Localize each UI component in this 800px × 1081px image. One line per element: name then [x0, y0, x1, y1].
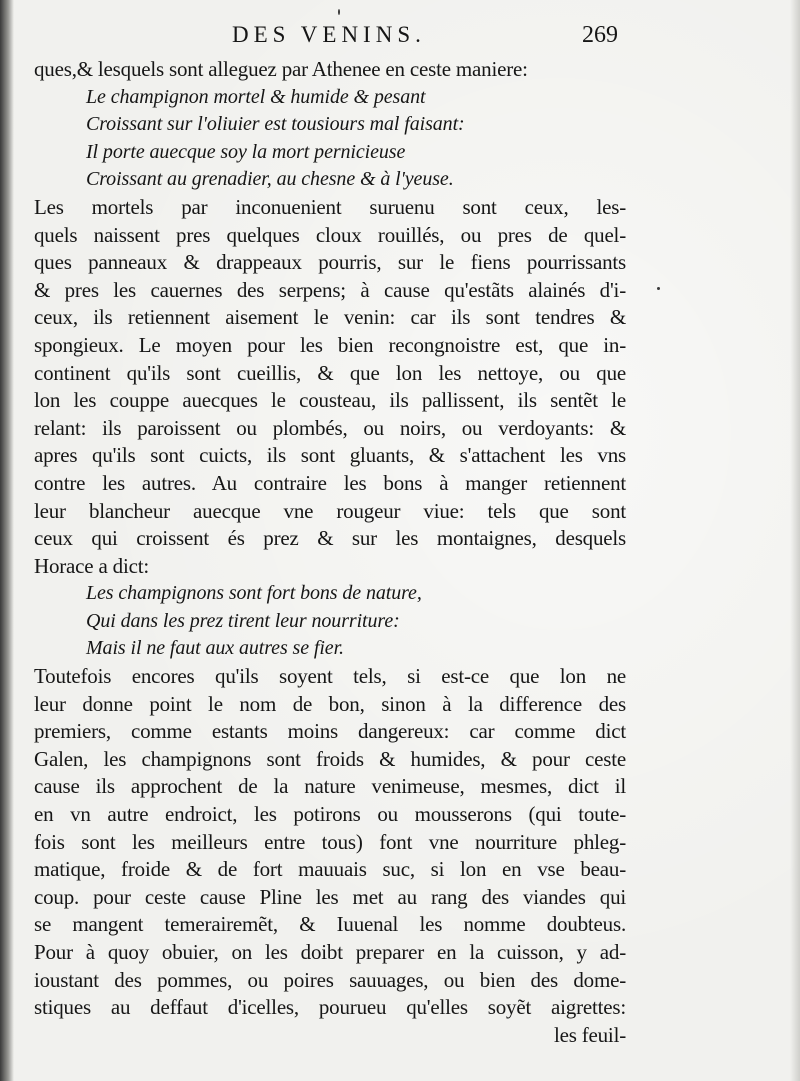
text-line: Galen, les champignons sont froids & humides, & pour ceste — [34, 746, 626, 771]
text-line: en vn autre endroict, les potirons ou mousserons (qui toute- — [34, 802, 626, 827]
text-line: se mangent temerairemẽt, & Iuuenal les nomme doubteus. — [34, 912, 626, 937]
text-line: premiers, comme estants moins dangereux: car comme dict — [34, 719, 626, 744]
text-line: & pres les cauernes des serpens; à cause qu'estãts alainés d'i- — [34, 277, 626, 302]
text-line: coup. pour ceste cause Pline les met au rang des viandes qui — [34, 884, 626, 909]
verse-line: Mais il ne faut aux autres se fier. — [86, 637, 344, 660]
text-line: ques,& lesquels sont alleguez par Athenee en ceste maniere: — [34, 57, 528, 81]
verse-line: Croissant sur l'oliuier est tousiours mal faisant: — [86, 113, 465, 136]
text-line: relant: ils paroissent ou plombés, ou noirs, ou verdoyants: & — [34, 415, 626, 440]
text-line: lon les couppe auecques le cousteau, ils pallissent, ils sentẽt le — [34, 388, 626, 413]
ink-speck — [338, 9, 340, 15]
ink-speck — [657, 287, 660, 290]
verse-line: Croissant au grenadier, au chesne & à l'yeuse. — [86, 168, 454, 191]
text-line: cause ils approchent de la nature venimeuse, mesmes, dict il — [34, 774, 626, 799]
binding-gutter-shadow — [0, 0, 14, 1081]
text-line: matique, froide & de fort mauuais suc, si lon en vse beau- — [34, 857, 626, 882]
text-line: Toutefois encores qu'ils soyent tels, si est-ce que lon ne — [34, 664, 626, 689]
running-head — [0, 22, 800, 56]
text-line: leur donne point le nom de bon, sinon à la difference des — [34, 691, 626, 716]
text-line: ques panneaux & drappeaux pourris, sur le fiens pourrissants — [34, 250, 626, 275]
catchword: les feuil- — [553, 1022, 626, 1047]
text-line: Les mortels par inconuenient suruenu sont ceux, les- — [34, 194, 626, 219]
text-line: continent qu'ils sont cueillis, & que lon les nettoye, ou que — [34, 360, 626, 385]
verse-line: Les champignons sont fort bons de nature, — [86, 582, 422, 605]
text-line: quels naissent pres quelques cloux rouillés, ou pres de quel- — [34, 222, 626, 247]
text-line: apres qu'ils sont cuicts, ils sont gluants, & s'attachent les vns — [34, 443, 626, 468]
text-line: ceux qui croissent és prez & sur les montaignes, desquels — [34, 526, 626, 551]
running-head-title: DES VENINS. — [232, 22, 426, 47]
text-line: fois sont les meilleurs entre tous) font vne nourriture phleg- — [34, 829, 626, 854]
text-line: Horace a dict: — [34, 553, 149, 578]
text-line: Pour à quoy obuier, on les doibt preparer en la cuisson, y ad- — [34, 940, 626, 964]
page-number: 269 — [582, 22, 618, 48]
text-line: contre les autres. Au contraire les bons à manger retiennent — [34, 470, 626, 495]
verse-line: Il porte auecque soy la mort pernicieuse — [86, 140, 406, 163]
body-text — [34, 56, 626, 1049]
text-line: leur blancheur auecque vne rougeur viue: tels que sont — [34, 498, 626, 523]
text-line: ioustant des pommes, ou poires sauuages, ou bien des dome- — [34, 967, 626, 992]
verse-line: Le champignon mortel & humide & pesant — [86, 85, 426, 108]
text-line: ceux, ils retiennent aisement le venin: car ils sont tendres & — [34, 305, 626, 330]
text-line: stiques au deffaut d'icelles, pourueu qu'elles soyẽt aigrettes: — [34, 995, 626, 1020]
verse-line: Qui dans les prez tirent leur nourriture: — [86, 609, 400, 632]
text-line: spongieux. Le moyen pour les bien recongnoistre est, que in- — [34, 332, 626, 357]
page-edge — [790, 0, 800, 1081]
